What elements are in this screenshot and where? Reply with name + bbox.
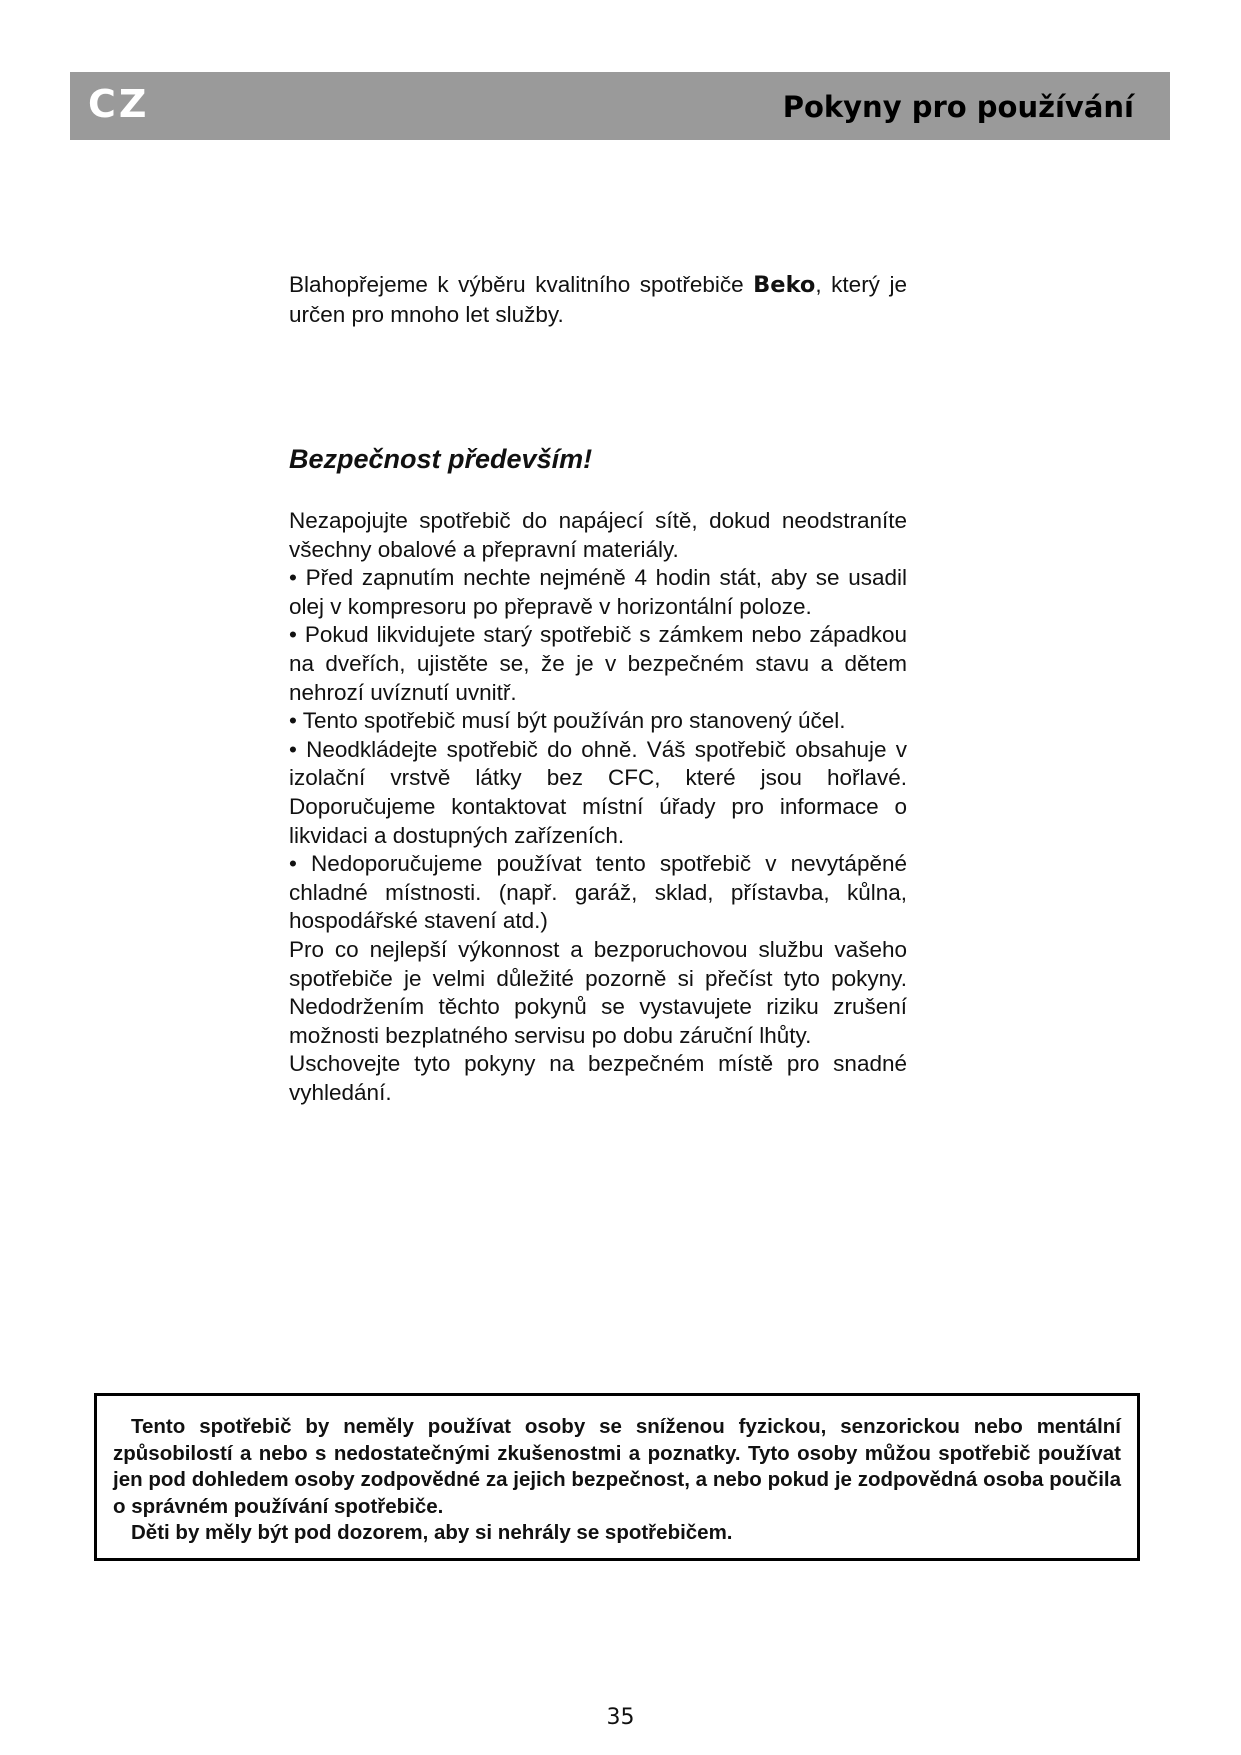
safety-paragraph: • Nedoporučujeme používat tento spotřebič v nevytápěné chladné místnosti. (např. garáž, sklad, přístavba, kůlna, hospodářské stavení atd.) [289,851,907,934]
header-bar [70,72,1170,140]
intro-text-start: Blahopřejeme k výběru kvalitního spotřebiče [289,272,754,297]
safety-paragraph: • Pokud likvidujete starý spotřebič s zámkem nebo západkou na dveřích, ujistěte se, že je v bezpečném stavu a dětem nehrozí uvíznutí uvnitř. [289,622,907,705]
brand-name: Beko [753,272,816,298]
warning-paragraph-children: Děti by měly být pod dozorem, aby si nehrály se spotřebičem. [131,1521,733,1544]
safety-paragraph: Uschovejte tyto pokyny na bezpečném místě pro snadné vyhledání. [289,1051,907,1105]
safety-paragraph: • Neodkládejte spotřebič do ohně. Váš spotřebič obsahuje v izolační vrstvě látky bez CFC, které jsou hořlavé. Doporučujeme kontaktovat místní úřady pro informace o likvidaci a dostupných zařízeních. [289,736,907,848]
safety-paragraph: • Před zapnutím nechte nejméně 4 hodin stát, aby se usadil olej v kompresoru po přepravě v horizontální poloze. [289,565,907,619]
section-title: Bezpečnost především! [289,444,593,474]
warning-box [94,1393,1140,1561]
intro-block [289,270,907,329]
safety-paragraph: • Tento spotřebič musí být používán pro stanovený účel. [289,708,846,734]
safety-paragraph: Nezapojujte spotřebič do napájecí sítě, dokud neodstraníte všechny obalové a přepravní materiály. [289,508,907,562]
intro-text-end: , který je určen pro mnoho let služby. [289,272,907,327]
page-title: Pokyny pro používání [782,90,1134,124]
warning-paragraph: Tento spotřebič by neměly používat osoby se sníženou fyzickou, senzorickou nebo mentální způsobilostí a nebo s nedostatečnými zkušenostmi a poznatky. Tyto osoby můžou spotřebič používat jen pod dohledem osoby zodpovědné za jejich bezpečnost, a nebo pokud je zodpovědná osoba poučila o správném používání spotřebiče. [113,1415,1121,1518]
intro-paragraph [289,270,907,329]
safety-paragraph: Pro co nejlepší výkonnost a bezporuchovou službu vašeho spotřebiče je velmi důležité pozorně si přečíst tyto pokyny. Nedodržením těchto pokynů se vystavujete riziku zrušení možnosti bezplatného servisu po dobu záruční lhůty. [289,936,907,1048]
page-number: 35 [606,1705,635,1730]
safety-instructions [289,507,907,1107]
language-code: CZ [88,82,150,126]
